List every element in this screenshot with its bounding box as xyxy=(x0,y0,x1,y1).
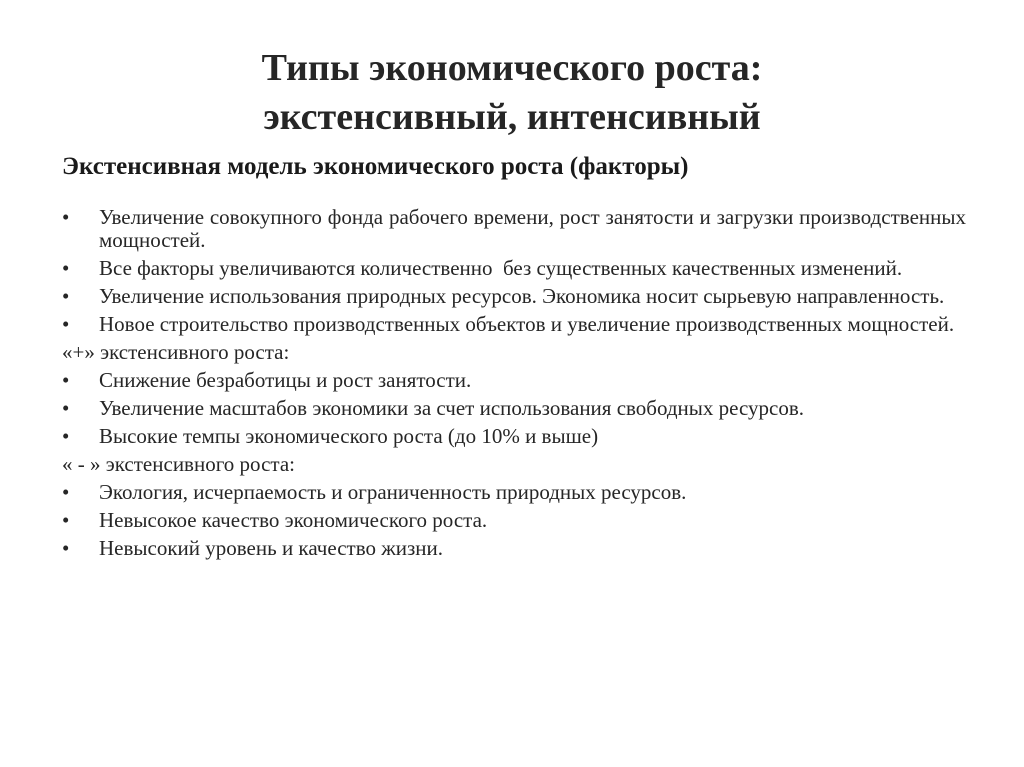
cons-text: Невысокий уровень и качество жизни. xyxy=(99,536,443,560)
title-line-1: Типы экономического роста: xyxy=(261,47,763,89)
pros-text: Высокие темпы экономического роста (до 10% и выше) xyxy=(99,424,599,448)
bullet-icon: • xyxy=(62,424,70,448)
pros-text: Увеличение масштабов экономики за счет использования свободных ресурсов. xyxy=(99,396,805,420)
bullet-icon: • xyxy=(62,536,70,560)
factor-item xyxy=(62,257,966,280)
pros-text: Снижение безработицы и рост занятости. xyxy=(99,368,472,392)
bullet-icon: • xyxy=(62,396,70,420)
pros-heading: «+» экстенсивного роста: xyxy=(62,340,290,364)
section-subtitle: Экстенсивная модель экономического роста (факторы) xyxy=(62,153,689,180)
title-line-2: экстенсивный, интенсивный xyxy=(263,96,761,138)
factor-text: Увеличение использования природных ресурсов. Экономика носит сырьевую направленность. xyxy=(99,284,945,308)
cons-heading: « - » экстенсивного роста: xyxy=(62,452,295,476)
slide-content xyxy=(62,206,966,565)
cons-text: Невысокое качество экономического роста. xyxy=(99,508,488,532)
factor-item xyxy=(62,206,966,252)
bullet-icon: • xyxy=(62,508,70,532)
bullet-icon: • xyxy=(62,205,70,229)
cons-item xyxy=(62,481,966,504)
bullet-icon: • xyxy=(62,368,70,392)
cons-text: Экология, исчерпаемость и ограниченность природных ресурсов. xyxy=(99,480,687,504)
bullet-icon: • xyxy=(62,256,70,280)
pros-item xyxy=(62,425,966,448)
cons-item xyxy=(62,537,966,560)
cons-item xyxy=(62,509,966,532)
pros-item xyxy=(62,369,966,392)
factor-text: Увеличение совокупного фонда рабочего времени, рост занятости и загрузки производственных мощностей. xyxy=(99,205,966,252)
factor-item xyxy=(62,285,966,308)
bullet-icon: • xyxy=(62,480,70,504)
bullet-icon: • xyxy=(62,284,70,308)
pros-item xyxy=(62,397,966,420)
bullet-icon: • xyxy=(62,312,70,336)
factor-text: Все факторы увеличиваются количественно без существенных качественных изменений. xyxy=(99,256,903,280)
factor-text: Новое строительство производственных объектов и увеличение производственных мощностей. xyxy=(99,312,955,336)
factor-item xyxy=(62,313,966,336)
slide-title xyxy=(0,44,1024,142)
